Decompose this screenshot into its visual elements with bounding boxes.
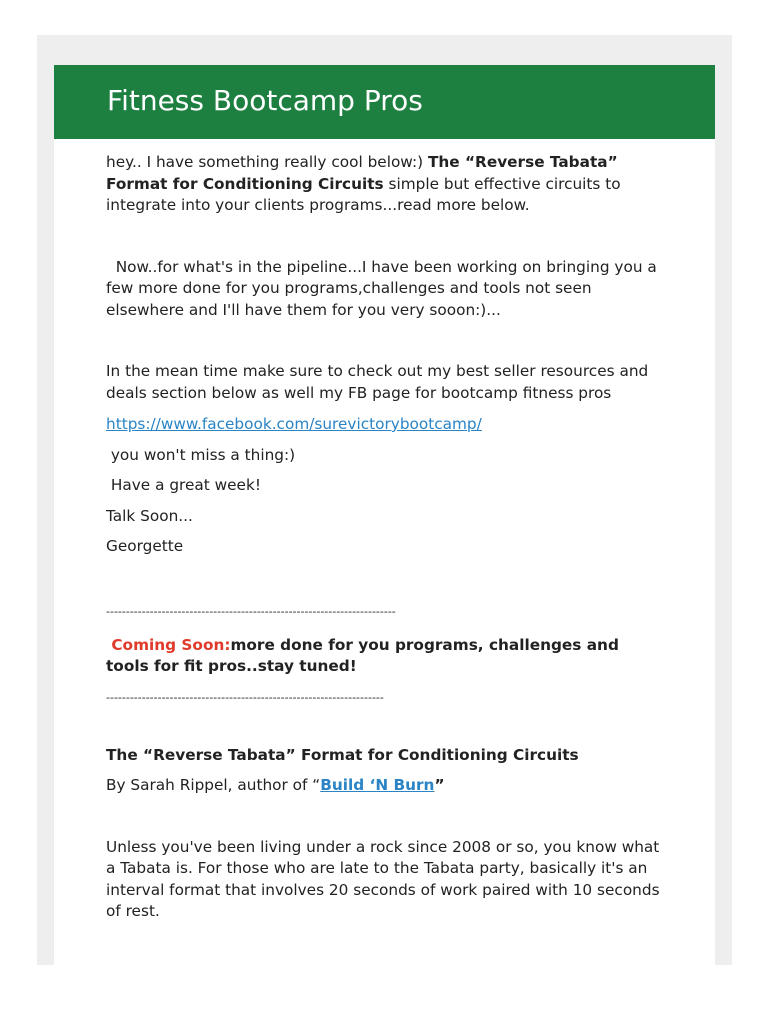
pipeline-paragraph: Now..for what's in the pipeline...I have been working on bringing you a few more done for you programs,challenges and tools not seen elsewhere and I'll have them for you very sooon:)... — [106, 257, 662, 319]
coming-soon-label: Coming Soon: — [106, 635, 231, 654]
byline-suffix: ” — [434, 776, 445, 794]
coming-soon-text: more done for you programs, challenges and tools for fit pros..stay tuned! — [106, 635, 619, 675]
book-link[interactable]: Build ‘N Burn — [320, 776, 435, 794]
email-header — [54, 65, 715, 139]
article-title: The “Reverse Tabata” Format for Conditioning Circuits — [106, 745, 579, 764]
intro-bold-title: The “Reverse Tabata” Format for Conditioning Circuits — [106, 153, 618, 193]
facebook-link[interactable]: https://www.facebook.com/surevictorybootcamp/ — [106, 415, 482, 433]
intro-paragraph — [106, 152, 666, 217]
signature: Georgette — [106, 537, 184, 555]
divider-top: ------------------------------------------------------------------------- — [106, 604, 396, 618]
intro-tail: simple but effective circuits to integrate into your clients programs...read more below. — [106, 174, 621, 214]
miss-line: you won't miss a thing:) — [106, 445, 296, 464]
byline-prefix: By Sarah Rippel, author of “ — [106, 776, 321, 794]
article-byline — [106, 775, 666, 797]
intro-lead: hey.. I have something really cool below:) — [106, 153, 428, 171]
great-week-line: Have a great week! — [106, 476, 261, 494]
article-paragraph: Unless you've been living under a rock since 2008 or so, you know what a Tabata is. For those who are late to the Tabata party, basically it's an interval format that involves 20 seconds of work paired with 10 seconds of rest. — [106, 837, 660, 920]
email-body — [106, 152, 666, 923]
header-title: Fitness Bootcamp Pros — [107, 84, 423, 117]
talk-soon-line: Talk Soon... — [106, 506, 193, 525]
meantime-paragraph: In the mean time make sure to check out my best seller resources and deals section below as well my FB page for bootcamp fitness pros — [106, 362, 649, 402]
divider-bottom: ---------------------------------------------------------------------- — [106, 690, 384, 704]
coming-soon-paragraph — [106, 635, 666, 678]
